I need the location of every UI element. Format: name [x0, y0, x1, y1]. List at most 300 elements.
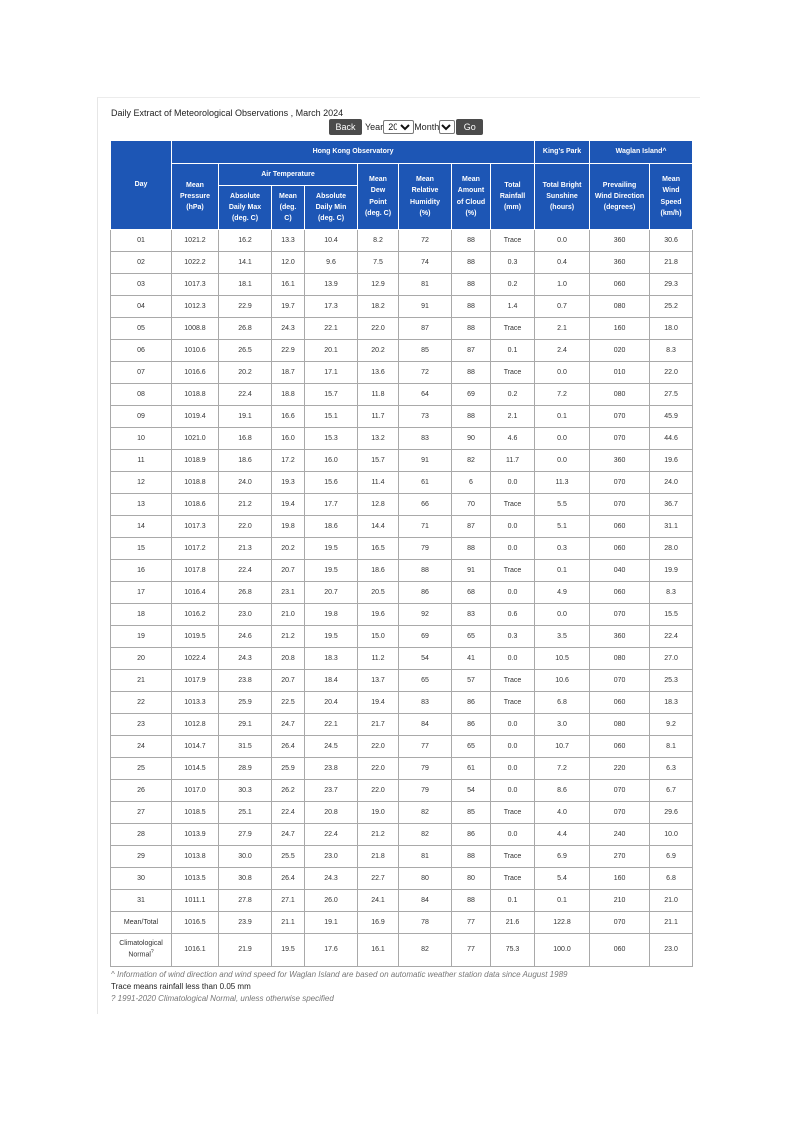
value-cell: 82	[399, 824, 452, 846]
normal-footnote: ? 1991-2020 Climatological Normal, unless otherwise specified	[111, 994, 334, 1003]
value-cell: 0.0	[535, 362, 590, 384]
value-cell: 18.1	[219, 274, 272, 296]
value-cell: 5.1	[535, 516, 590, 538]
table-row	[111, 890, 693, 912]
value-cell: 1022.4	[172, 648, 219, 670]
header-cloud: Mean Amount of Cloud (%)	[452, 164, 491, 230]
summary-row	[111, 912, 693, 934]
value-cell: 1016.6	[172, 362, 219, 384]
value-cell: 360	[590, 450, 650, 472]
value-cell: 82	[399, 802, 452, 824]
value-cell: 210	[590, 890, 650, 912]
value-cell: 22.4	[219, 384, 272, 406]
value-cell: 060	[590, 692, 650, 714]
value-cell: 22.1	[305, 714, 358, 736]
value-cell: 1017.9	[172, 670, 219, 692]
summary-cell: 070	[590, 912, 650, 934]
day-cell: 05	[111, 318, 172, 340]
value-cell: 27.8	[219, 890, 272, 912]
value-cell: 27.9	[219, 824, 272, 846]
value-cell: 24.3	[219, 648, 272, 670]
day-cell: 21	[111, 670, 172, 692]
value-cell: 0.1	[535, 890, 590, 912]
value-cell: 10.6	[535, 670, 590, 692]
value-cell: 92	[399, 604, 452, 626]
value-cell: 24.0	[650, 472, 693, 494]
value-cell: Trace	[491, 560, 535, 582]
value-cell: 19.3	[272, 472, 305, 494]
value-cell: 13.3	[272, 230, 305, 252]
normal-row	[111, 934, 693, 967]
value-cell: 070	[590, 802, 650, 824]
table-row	[111, 516, 693, 538]
value-cell: 26.0	[305, 890, 358, 912]
value-cell: 6.7	[650, 780, 693, 802]
value-cell: 22.4	[650, 626, 693, 648]
value-cell: 0.0	[491, 758, 535, 780]
value-cell: 070	[590, 472, 650, 494]
value-cell: 9.6	[305, 252, 358, 274]
value-cell: 1012.8	[172, 714, 219, 736]
value-cell: 360	[590, 626, 650, 648]
value-cell: 88	[452, 230, 491, 252]
value-cell: 060	[590, 582, 650, 604]
value-cell: 1013.9	[172, 824, 219, 846]
normal-cell: 77	[452, 934, 491, 967]
value-cell: 060	[590, 516, 650, 538]
value-cell: 26.8	[219, 582, 272, 604]
value-cell: 26.2	[272, 780, 305, 802]
value-cell: 13.6	[358, 362, 399, 384]
value-cell: 30.8	[219, 868, 272, 890]
value-cell: 1017.3	[172, 274, 219, 296]
value-cell: 12.0	[272, 252, 305, 274]
table-row	[111, 274, 693, 296]
value-cell: 24.0	[219, 472, 272, 494]
value-cell: 15.7	[305, 384, 358, 406]
value-cell: 080	[590, 384, 650, 406]
table-row	[111, 648, 693, 670]
value-cell: 27.0	[650, 648, 693, 670]
value-cell: 1016.2	[172, 604, 219, 626]
value-cell: 28.0	[650, 538, 693, 560]
day-cell: 08	[111, 384, 172, 406]
value-cell: 3.5	[535, 626, 590, 648]
value-cell: 21.7	[358, 714, 399, 736]
value-cell: 0.1	[535, 560, 590, 582]
value-cell: 57	[452, 670, 491, 692]
table-row	[111, 428, 693, 450]
value-cell: 23.1	[272, 582, 305, 604]
value-cell: 36.7	[650, 494, 693, 516]
header-group-hko: Hong Kong Observatory	[172, 141, 535, 164]
value-cell: 20.1	[305, 340, 358, 362]
value-cell: 0.3	[535, 538, 590, 560]
value-cell: Trace	[491, 692, 535, 714]
value-cell: Trace	[491, 670, 535, 692]
table-row	[111, 362, 693, 384]
value-cell: 22.4	[305, 824, 358, 846]
value-cell: 91	[452, 560, 491, 582]
value-cell: 4.9	[535, 582, 590, 604]
value-cell: 13.9	[305, 274, 358, 296]
table-row	[111, 384, 693, 406]
value-cell: 66	[399, 494, 452, 516]
value-cell: 24.7	[272, 824, 305, 846]
table-row	[111, 846, 693, 868]
value-cell: 80	[399, 868, 452, 890]
value-cell: 16.5	[358, 538, 399, 560]
value-cell: 21.8	[358, 846, 399, 868]
value-cell: 20.2	[219, 362, 272, 384]
value-cell: 2.1	[491, 406, 535, 428]
value-cell: 22.5	[272, 692, 305, 714]
header-rainfall: Total Rainfall (mm)	[491, 164, 535, 230]
day-cell: 16	[111, 560, 172, 582]
value-cell: 1019.5	[172, 626, 219, 648]
year-label: Year	[365, 122, 384, 132]
summary-cell: 21.1	[650, 912, 693, 934]
value-cell: 13.2	[358, 428, 399, 450]
value-cell: 1019.4	[172, 406, 219, 428]
value-cell: 0.0	[535, 428, 590, 450]
value-cell: 1014.7	[172, 736, 219, 758]
summary-label: Mean/Total	[111, 912, 172, 934]
header-group-kings-park: King's Park	[535, 141, 590, 164]
normal-label-sup: ?	[150, 949, 154, 956]
value-cell: 2.4	[535, 340, 590, 362]
normal-cell: 19.5	[272, 934, 305, 967]
value-cell: 22.0	[358, 318, 399, 340]
value-cell: 20.4	[305, 692, 358, 714]
value-cell: 73	[399, 406, 452, 428]
value-cell: 1018.8	[172, 384, 219, 406]
normal-cell: 21.9	[219, 934, 272, 967]
value-cell: 18.0	[650, 318, 693, 340]
go-button[interactable]: Go	[456, 119, 483, 135]
value-cell: 070	[590, 406, 650, 428]
value-cell: 080	[590, 648, 650, 670]
value-cell: 22.0	[358, 780, 399, 802]
value-cell: 23.0	[219, 604, 272, 626]
value-cell: 83	[399, 428, 452, 450]
value-cell: 18.2	[358, 296, 399, 318]
value-cell: 0.0	[491, 472, 535, 494]
value-cell: 0.0	[535, 450, 590, 472]
day-cell: 12	[111, 472, 172, 494]
value-cell: 0.0	[491, 538, 535, 560]
value-cell: 84	[399, 890, 452, 912]
value-cell: 27.5	[650, 384, 693, 406]
value-cell: 26.8	[219, 318, 272, 340]
value-cell: 8.6	[535, 780, 590, 802]
header-air-temperature: Air Temperature	[219, 164, 358, 186]
back-button[interactable]: Back	[329, 119, 362, 135]
value-cell: 7.5	[358, 252, 399, 274]
value-cell: 79	[399, 780, 452, 802]
value-cell: 5.5	[535, 494, 590, 516]
table-row	[111, 780, 693, 802]
value-cell: 87	[399, 318, 452, 340]
value-cell: 1012.3	[172, 296, 219, 318]
day-cell: 17	[111, 582, 172, 604]
normal-label-line2: Normal	[128, 951, 151, 959]
header-day: Day	[111, 141, 172, 230]
value-cell: 86	[399, 582, 452, 604]
value-cell: 19.8	[272, 516, 305, 538]
value-cell: 31.5	[219, 736, 272, 758]
value-cell: 18.4	[305, 670, 358, 692]
table-row	[111, 692, 693, 714]
summary-cell: 122.8	[535, 912, 590, 934]
value-cell: 19.5	[305, 538, 358, 560]
value-cell: 30.0	[219, 846, 272, 868]
value-cell: 070	[590, 604, 650, 626]
header-dew-point: Mean Dew Point (deg. C)	[358, 164, 399, 230]
value-cell: 0.6	[491, 604, 535, 626]
value-cell: 31.1	[650, 516, 693, 538]
value-cell: 020	[590, 340, 650, 362]
day-cell: 13	[111, 494, 172, 516]
value-cell: 1011.1	[172, 890, 219, 912]
value-cell: 22.0	[358, 758, 399, 780]
day-cell: 25	[111, 758, 172, 780]
value-cell: 65	[399, 670, 452, 692]
value-cell: 0.4	[535, 252, 590, 274]
normal-label	[111, 934, 172, 967]
value-cell: 21.0	[650, 890, 693, 912]
value-cell: 0.0	[491, 780, 535, 802]
value-cell: 18.8	[272, 384, 305, 406]
value-cell: 15.7	[358, 450, 399, 472]
value-cell: 1.4	[491, 296, 535, 318]
value-cell: 70	[452, 494, 491, 516]
value-cell: 26.4	[272, 868, 305, 890]
value-cell: 54	[452, 780, 491, 802]
value-cell: 20.7	[272, 560, 305, 582]
value-cell: 84	[399, 714, 452, 736]
value-cell: 6.9	[650, 846, 693, 868]
value-cell: 8.2	[358, 230, 399, 252]
value-cell: 20.2	[272, 538, 305, 560]
value-cell: 070	[590, 670, 650, 692]
value-cell: 88	[452, 538, 491, 560]
value-cell: 1021.0	[172, 428, 219, 450]
value-cell: 15.5	[650, 604, 693, 626]
value-cell: 68	[452, 582, 491, 604]
value-cell: 19.6	[650, 450, 693, 472]
value-cell: 69	[399, 626, 452, 648]
value-cell: 65	[452, 626, 491, 648]
day-cell: 18	[111, 604, 172, 626]
observations-table	[110, 140, 693, 967]
value-cell: 17.1	[305, 362, 358, 384]
value-cell: 20.5	[358, 582, 399, 604]
value-cell: 88	[452, 406, 491, 428]
value-cell: 88	[452, 318, 491, 340]
value-cell: 16.0	[305, 450, 358, 472]
table-row	[111, 604, 693, 626]
value-cell: 16.8	[219, 428, 272, 450]
value-cell: 1010.6	[172, 340, 219, 362]
value-cell: 54	[399, 648, 452, 670]
day-cell: 24	[111, 736, 172, 758]
value-cell: 1008.8	[172, 318, 219, 340]
value-cell: 25.2	[650, 296, 693, 318]
normal-cell: 75.3	[491, 934, 535, 967]
value-cell: 19.7	[272, 296, 305, 318]
normal-label-line1: Climatological	[119, 939, 163, 947]
value-cell: 1013.3	[172, 692, 219, 714]
day-cell: 30	[111, 868, 172, 890]
value-cell: 4.4	[535, 824, 590, 846]
value-cell: 1017.8	[172, 560, 219, 582]
normal-cell: 82	[399, 934, 452, 967]
value-cell: Trace	[491, 868, 535, 890]
wind-footnote: ^ Information of wind direction and wind speed for Waglan Island are based on automatic weather station data since August 1989	[111, 970, 568, 979]
value-cell: 21.8	[650, 252, 693, 274]
value-cell: 070	[590, 428, 650, 450]
value-cell: 24.5	[305, 736, 358, 758]
summary-cell: 21.1	[272, 912, 305, 934]
table-row	[111, 626, 693, 648]
value-cell: 19.1	[219, 406, 272, 428]
table-row	[111, 450, 693, 472]
value-cell: 20.2	[358, 340, 399, 362]
value-cell: 24.1	[358, 890, 399, 912]
table-row	[111, 494, 693, 516]
value-cell: 0.3	[491, 626, 535, 648]
value-cell: 160	[590, 868, 650, 890]
value-cell: 64	[399, 384, 452, 406]
value-cell: 72	[399, 362, 452, 384]
year-select[interactable]	[383, 120, 414, 134]
value-cell: 90	[452, 428, 491, 450]
value-cell: 15.6	[305, 472, 358, 494]
value-cell: 1017.3	[172, 516, 219, 538]
header-humidity: Mean Relative Humidity (%)	[399, 164, 452, 230]
value-cell: 19.8	[305, 604, 358, 626]
month-select[interactable]	[439, 120, 455, 134]
value-cell: 070	[590, 780, 650, 802]
value-cell: 21.2	[272, 626, 305, 648]
value-cell: 88	[452, 846, 491, 868]
value-cell: 10.7	[535, 736, 590, 758]
value-cell: 270	[590, 846, 650, 868]
value-cell: 4.6	[491, 428, 535, 450]
value-cell: 23.8	[219, 670, 272, 692]
value-cell: 85	[452, 802, 491, 824]
table-row	[111, 824, 693, 846]
table-row	[111, 296, 693, 318]
table-row	[111, 736, 693, 758]
value-cell: 7.2	[535, 384, 590, 406]
trace-footnote: Trace means rainfall less than 0.05 mm	[111, 982, 251, 991]
table-row	[111, 318, 693, 340]
summary-cell: 23.9	[219, 912, 272, 934]
value-cell: 16.6	[272, 406, 305, 428]
value-cell: 11.8	[358, 384, 399, 406]
value-cell: 1.0	[535, 274, 590, 296]
table-row	[111, 472, 693, 494]
value-cell: 69	[452, 384, 491, 406]
value-cell: 88	[452, 296, 491, 318]
value-cell: 83	[399, 692, 452, 714]
day-cell: 14	[111, 516, 172, 538]
value-cell: 0.0	[491, 824, 535, 846]
value-cell: 0.0	[535, 230, 590, 252]
day-cell: 27	[111, 802, 172, 824]
normal-cell: 23.0	[650, 934, 693, 967]
value-cell: 040	[590, 560, 650, 582]
value-cell: 12.9	[358, 274, 399, 296]
value-cell: 0.3	[491, 252, 535, 274]
header-abs-max: Absolute Daily Max (deg. C)	[219, 186, 272, 230]
value-cell: 22.1	[305, 318, 358, 340]
value-cell: 10.0	[650, 824, 693, 846]
value-cell: 25.9	[272, 758, 305, 780]
value-cell: 91	[399, 296, 452, 318]
table-row	[111, 758, 693, 780]
footnotes	[111, 969, 567, 1005]
date-selector	[329, 119, 483, 135]
header-wind-direction: Prevailing Wind Direction (degrees)	[590, 164, 650, 230]
value-cell: 88	[452, 890, 491, 912]
value-cell: 20.8	[272, 648, 305, 670]
value-cell: 070	[590, 494, 650, 516]
value-cell: 30.3	[219, 780, 272, 802]
value-cell: 23.0	[305, 846, 358, 868]
value-cell: 87	[452, 340, 491, 362]
table-row	[111, 406, 693, 428]
header-pressure: Mean Pressure (hPa)	[172, 164, 219, 230]
value-cell: 0.0	[491, 714, 535, 736]
value-cell: 11.3	[535, 472, 590, 494]
header-group-waglan: Waglan Island^	[590, 141, 693, 164]
value-cell: 24.6	[219, 626, 272, 648]
value-cell: 220	[590, 758, 650, 780]
normal-cell: 060	[590, 934, 650, 967]
value-cell: 19.4	[358, 692, 399, 714]
value-cell: 080	[590, 714, 650, 736]
value-cell: 22.9	[219, 296, 272, 318]
value-cell: 20.8	[305, 802, 358, 824]
value-cell: 0.0	[491, 516, 535, 538]
header-mean-temp: Mean (deg. C)	[272, 186, 305, 230]
value-cell: 060	[590, 538, 650, 560]
value-cell: 010	[590, 362, 650, 384]
value-cell: 0.1	[491, 890, 535, 912]
value-cell: 23.8	[305, 758, 358, 780]
value-cell: 10.4	[305, 230, 358, 252]
value-cell: 18.3	[650, 692, 693, 714]
value-cell: 86	[452, 692, 491, 714]
value-cell: 12.8	[358, 494, 399, 516]
value-cell: 16.0	[272, 428, 305, 450]
value-cell: 1013.8	[172, 846, 219, 868]
value-cell: 22.0	[219, 516, 272, 538]
value-cell: 18.3	[305, 648, 358, 670]
value-cell: 060	[590, 274, 650, 296]
value-cell: 8.1	[650, 736, 693, 758]
value-cell: 22.0	[358, 736, 399, 758]
value-cell: 1013.5	[172, 868, 219, 890]
value-cell: 65	[452, 736, 491, 758]
table-row	[111, 670, 693, 692]
value-cell: 79	[399, 758, 452, 780]
normal-cell: 100.0	[535, 934, 590, 967]
value-cell: 8.3	[650, 340, 693, 362]
